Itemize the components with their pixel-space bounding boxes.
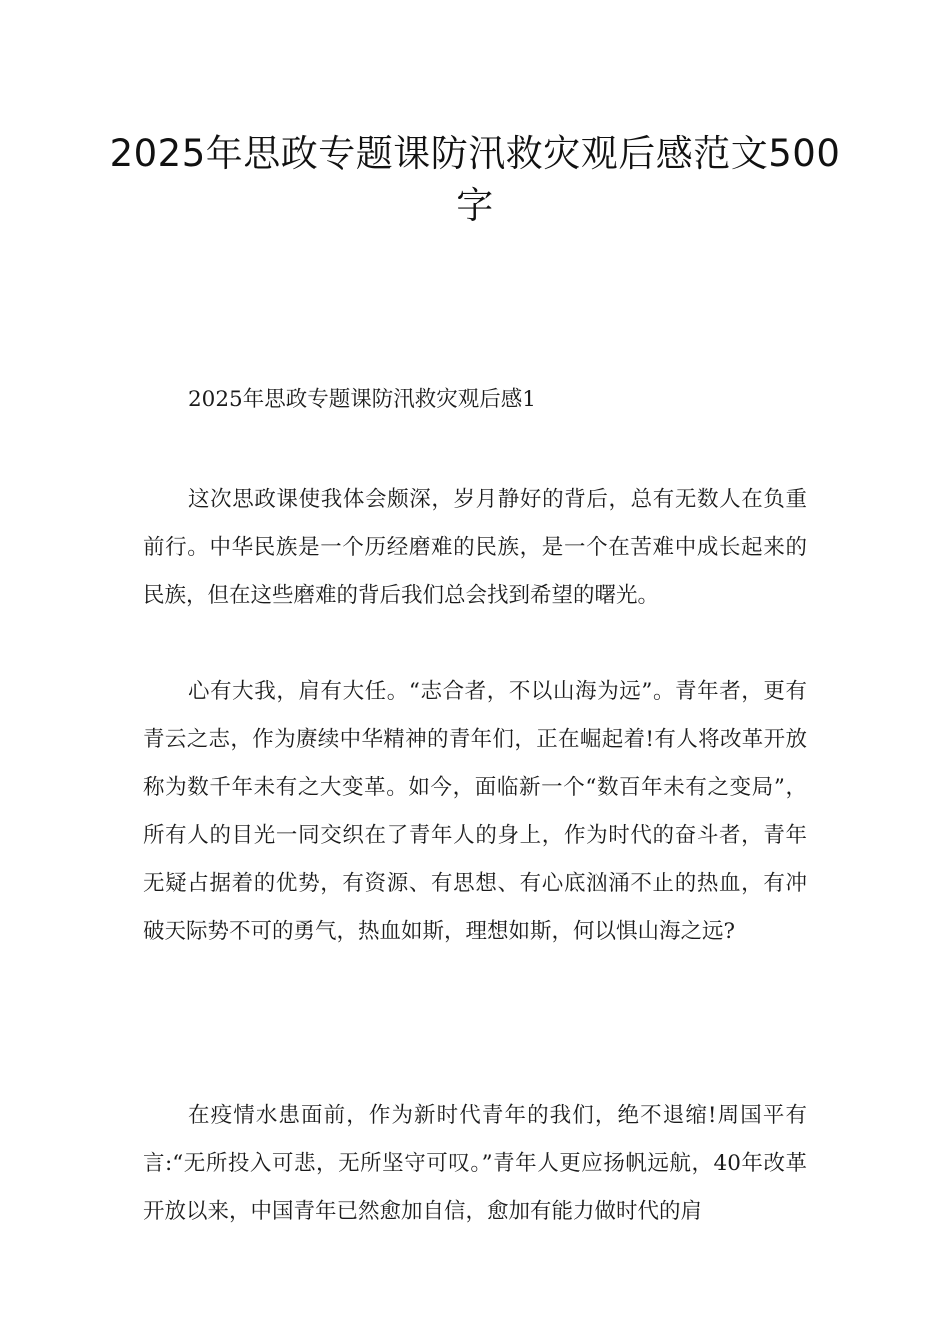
- document-title: 2025年思政专题课防汛救灾观后感范文500字: [109, 132, 841, 227]
- section-heading: 2025年思政专题课防汛救灾观后感1: [188, 387, 536, 412]
- paragraph-3: 在疫情水患面前，作为新时代青年的我们，绝不退缩!周国平有言:“无所投入可悲，无所坚守可叹。”青年人更应扬帆远航，40年改革开放以来，中国青年已然愈加自信，愈加有能力做时代的肩: [143, 1103, 807, 1224]
- paragraph-2: 心有大我，肩有大任。“志合者，不以山海为远”。青年者，更有青云之志，作为赓续中华精神的青年们，正在崛起着!有人将改革开放称为数千年未有之大变革。如今，面临新一个“数百年未有之变局”，所有人的目光一同交织在了青年人的身上，作为时代的奋斗者，青年无疑占据着的优势，有资源、有思想、有心底汹涌不止的热血，有冲破天际势不可的勇气，热血如斯，理想如斯，何以惧山海之远?: [143, 679, 807, 944]
- paragraph-1: 这次思政课使我体会颇深，岁月静好的背后，总有无数人在负重前行。中华民族是一个历经磨难的民族，是一个在苦难中成长起来的民族，但在这些磨难的背后我们总会找到希望的曙光。: [143, 487, 807, 608]
